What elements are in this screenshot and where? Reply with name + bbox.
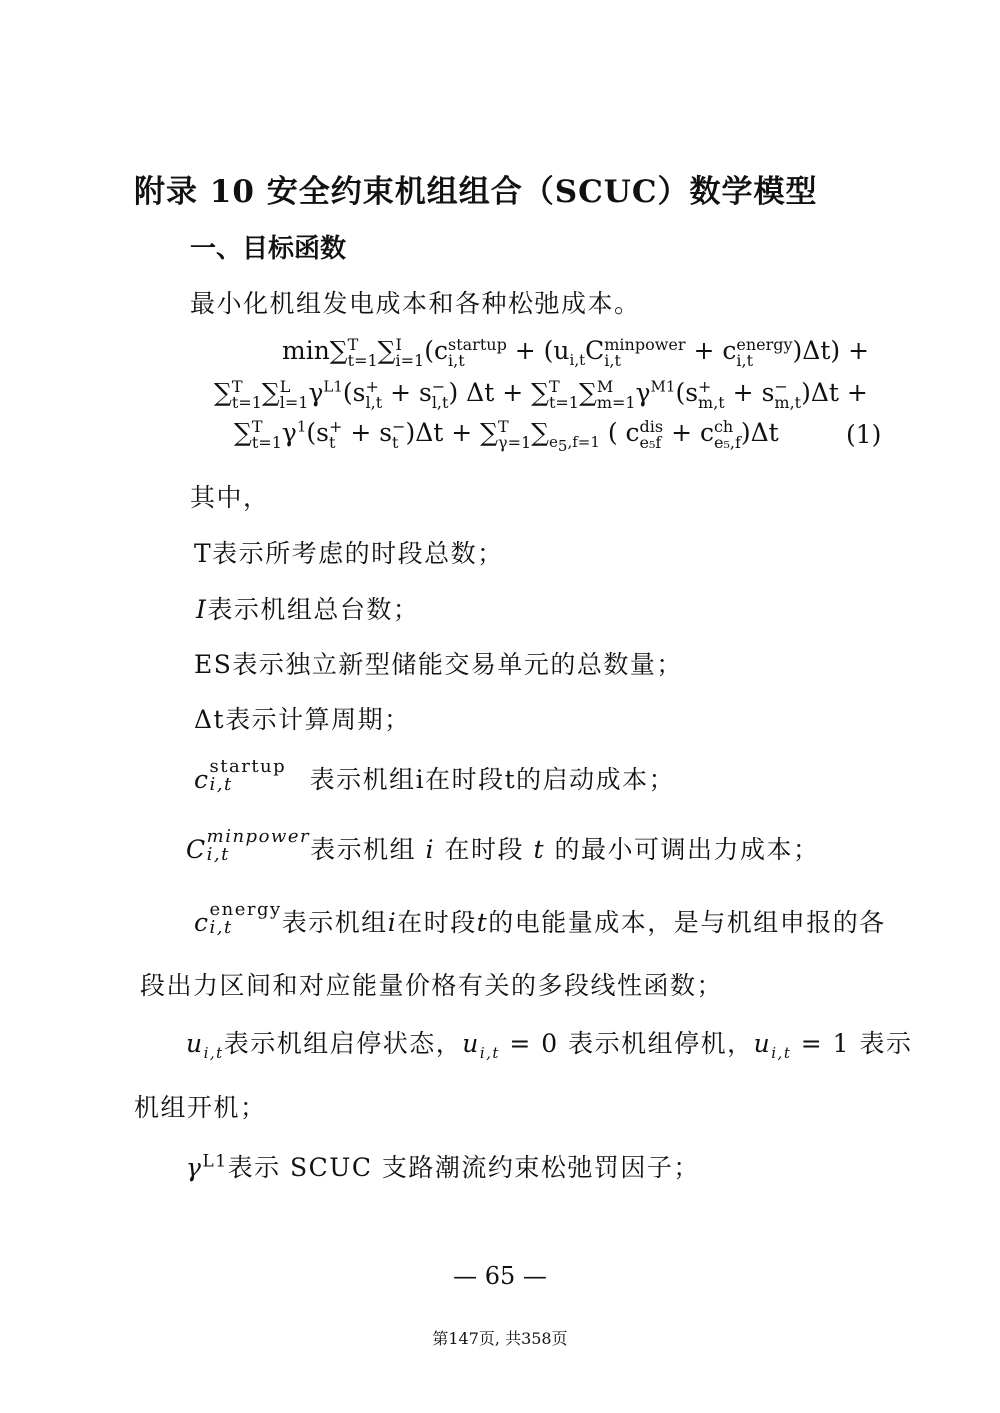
energy-t: t: [476, 908, 489, 937]
def-gamma: $\gamma^{L1}$表示 SCUC 支路潮流约束松弛罚因子；: [186, 1151, 700, 1182]
def-I-text: 表示机组总台数；: [207, 595, 420, 624]
def-minpower: C minpower i,t 表示机组 i 在时段 t 的最小可调出力成本；: [186, 826, 820, 865]
def-startup: c startup i,t 表示机组i在时段t的启动成本；: [194, 756, 676, 795]
minpower-text-b: 在时段: [435, 835, 534, 864]
energy-sup: energy: [209, 899, 282, 920]
def-T: T表示所考虑的时段总数；: [194, 539, 504, 568]
energy-text-c: 的电能量成本，是与机组申报的各: [488, 908, 886, 937]
gamma-text: 表示 SCUC 支路潮流约束松弛罚因子；: [227, 1153, 700, 1182]
def-u-cont: 机组开机；: [134, 1093, 267, 1122]
def-startup-text: 表示机组i在时段t的启动成本；: [309, 765, 676, 794]
def-energy: c energy i,t 表示机组i在时段t的电能量成本，是与机组申报的各: [194, 899, 886, 938]
u-text-c: 表示: [859, 1029, 913, 1058]
minpower-sup: minpower: [206, 826, 311, 847]
minpower-text-c: 的最小可调出力成本；: [545, 835, 820, 864]
energy-i: i: [387, 908, 398, 937]
energy-text-b: 在时段: [397, 908, 477, 937]
def-dt: Δt表示计算周期；: [194, 705, 411, 734]
u-text-a: 表示机组启停状态，: [223, 1029, 463, 1058]
section-heading: 一、目标函数: [190, 234, 347, 264]
u-text-b: 表示机组停机，: [568, 1029, 754, 1058]
equation-line-3: ∑ T t=1 $\gamma^1(s$ + t + s − t )Δt + ∑ T γ=1 $\sum_{e_5,f=1}$ ( c dis e₅f + c ch e₅,f )Δt: [234, 416, 779, 455]
def-I: [196, 590, 419, 626]
I-symbol: I: [196, 595, 208, 624]
appendix-title: 附录 10 安全约束机组组合（SCUC）数学模型: [134, 174, 818, 210]
minpower-i: i: [425, 835, 436, 864]
gamma-sup: L1: [202, 1151, 228, 1172]
def-energy-cont: 段出力区间和对应能量价格有关的多段线性函数；: [140, 971, 724, 1000]
equation-line-1: min∑ T t=1 ∑ I i=1 (c startup i,t + ($u_{i,t}C$ minpower i,t + c energy i,t )Δt) +: [282, 334, 870, 370]
def-u: $u_{i,t}$表示机组启停状态，$u_{i,t} = 0$ 表示机组停机，$u_{i,t} = 1$ 表示: [186, 1029, 913, 1062]
minpower-t: t: [533, 835, 545, 864]
u-eq0: = 0: [499, 1029, 569, 1058]
minpower-text-a: 表示机组: [310, 835, 426, 864]
u-eq1: = 1: [791, 1029, 860, 1058]
equation-line-2: ∑ T t=1 ∑ L l=1 $\gamma^{L1}(s$ + l,t + s − l,t ) Δt + ∑ T t=1 ∑ M m=1 $\gamma^{M1}(s$ + m,t + s − m,t )Δt +: [214, 376, 868, 412]
startup-sup: startup: [209, 756, 287, 777]
page-footer: 第147页, 共358页: [432, 1329, 568, 1348]
page-number: — 65 —: [453, 1262, 547, 1290]
equation-number: (1): [846, 420, 882, 449]
where-label: 其中，: [190, 483, 270, 512]
energy-text-a: 表示机组: [281, 908, 388, 937]
def-ES: ES表示独立新型储能交易单元的总数量；: [194, 650, 683, 679]
intro-text: 最小化机组发电成本和各种松弛成本。: [190, 289, 641, 318]
